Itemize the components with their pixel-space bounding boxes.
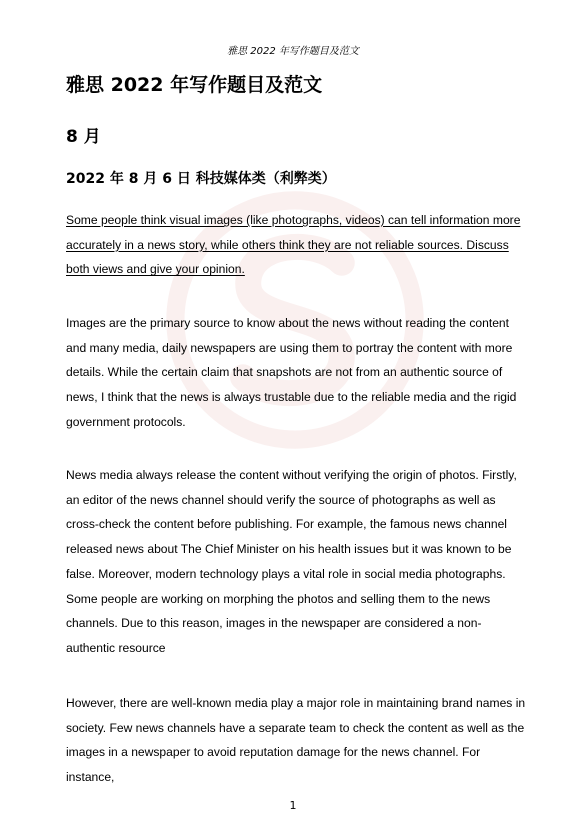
essay-prompt: Some people think visual images (like photographs, videos) can tell information more accurately in a news story, while others think they are not reliable sources. Discuss both views and give your opinion. xyxy=(66,213,521,277)
running-header: 雅思 2022 年写作题目及范文 xyxy=(227,46,359,57)
essay-paragraph-3: However, there are well-known media play a major role in maintaining brand names in society. Few news channels have a separate team to check the content as well as the images in a newspaper to avoid reputation damage for the news channel. For instance, xyxy=(66,696,526,785)
month-heading: 8 月 xyxy=(66,127,101,147)
essay-paragraph-2: News media always release the content without verifying the origin of photos. Firstly, an editor of the news channel should verify the source of photographs as well as cross-check the content before publishing. For example, the famous news channel released news about The Chief Minister on his health issues but it was known to be false. Moreover, modern technology plays a vital role in social media photographs. Some people are working on morphing the photos and selling them to the news channels. Due to this reason, images in the newspaper are considered a non-authentic resource xyxy=(66,468,517,655)
section-heading: 2022 年 8 月 6 日 科技媒体类（利弊类） xyxy=(66,171,336,187)
essay-paragraph-1: Images are the primary source to know about the news without reading the content and many media, daily newspapers are using them to portray the content with more details. While the certain claim that snapshots are not from an authentic source of news, I think that the news is always trustable due to the reliable media and the rigid government protocols. xyxy=(66,316,517,429)
page-number: 1 xyxy=(289,799,297,812)
document-title: 雅思 2022 年写作题目及范文 xyxy=(66,74,323,96)
